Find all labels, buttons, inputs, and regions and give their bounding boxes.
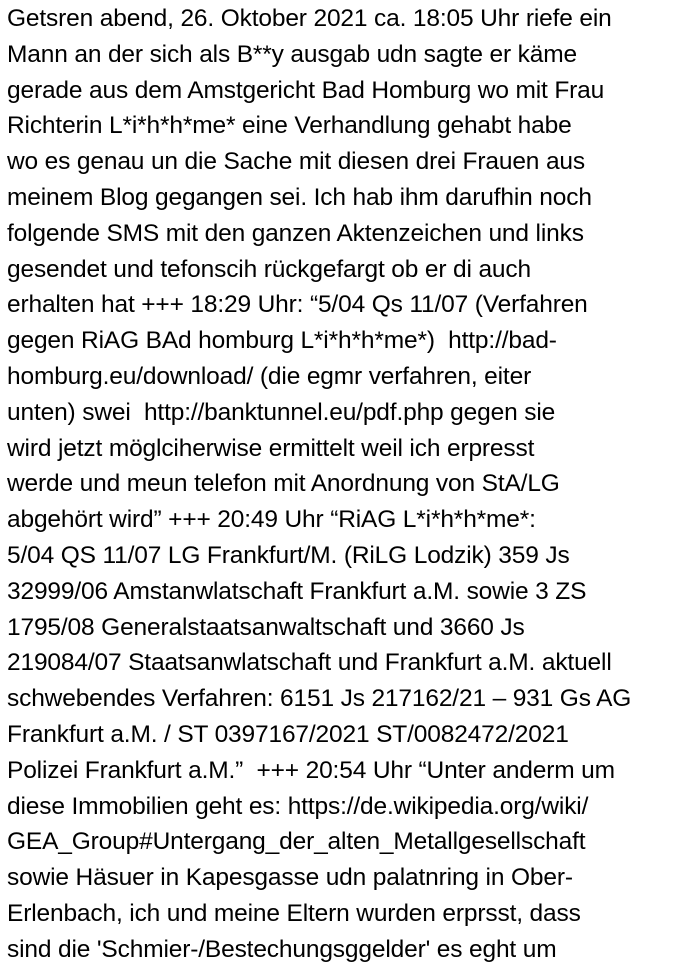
text-line: Polizei Frankfurt a.M.” +++ 20:54 Uhr “Unter anderm um: [7, 756, 615, 784]
text-line: folgende SMS mit den ganzen Aktenzeichen und links: [7, 219, 584, 247]
text-line: GEA_Group#Untergang_der_alten_Metallgesellschaft: [7, 828, 586, 856]
text-line: Erlenbach, ich und meine Eltern wurden erprsst, dass: [7, 899, 581, 927]
text-line: gesendet und tefonscih rückgefargt ob er di auch: [7, 255, 531, 283]
text-line: 1795/08 Generalstaatsanwaltschaft und 3660 Js: [7, 613, 525, 641]
document-text: [7, 1, 683, 968]
text-line: werde und meun telefon mit Anordnung von StA/LG: [7, 470, 560, 498]
text-line: Mann an der sich als B**y ausgab udn sagte er käme: [7, 40, 577, 68]
text-line: Frankfurt a.M. / ST 0397167/2021 ST/0082472/2021: [7, 720, 569, 748]
text-line: 5/04 QS 11/07 LG Frankfurt/M. (RiLG Lodzik) 359 Js: [7, 541, 570, 569]
text-line: homburg.eu/download/ (die egmr verfahren, eiter: [7, 362, 532, 390]
text-line: 219084/07 Staatsanwlatschaft und Frankfurt a.M. aktuell: [7, 649, 612, 677]
text-line: sind die 'Schmier-/Bestechungsggelder' es eght um: [7, 935, 557, 963]
text-line: abgehört wird” +++ 20:49 Uhr “RiAG L*i*h*h*me*:: [7, 506, 536, 534]
text-line: wo es genau un die Sache mit diesen drei Frauen aus: [7, 148, 585, 176]
text-line: schwebendes Verfahren: 6151 Js 217162/21 – 931 Gs AG: [7, 685, 632, 713]
text-line: diese Immobilien geht es: https://de.wikipedia.org/wiki/: [7, 792, 589, 820]
text-line: Richterin L*i*h*h*me* eine Verhandlung gehabt habe: [7, 112, 572, 140]
text-line: gerade aus dem Amstgericht Bad Homburg wo mit Frau: [7, 76, 605, 104]
text-line: 32999/06 Amstanwlatschaft Frankfurt a.M. sowie 3 ZS: [7, 577, 587, 605]
text-line: meinem Blog gegangen sei. Ich hab ihm darufhin noch: [7, 183, 592, 211]
text-line: Getsren abend, 26. Oktober 2021 ca. 18:05 Uhr riefe ein: [7, 5, 612, 32]
text-line: wird jetzt möglciherwise ermittelt weil ich erpresst: [7, 434, 535, 462]
text-line: unten) swei http://banktunnel.eu/pdf.php gegen sie: [7, 398, 556, 426]
text-line: sowie Häsuer in Kapesgasse udn palatnring in Ober-: [7, 864, 573, 892]
text-line: gegen RiAG BAd homburg L*i*h*h*me*) http://bad-: [7, 327, 557, 355]
text-line: erhalten hat +++ 18:29 Uhr: “5/04 Qs 11/07 (Verfahren: [7, 291, 588, 319]
